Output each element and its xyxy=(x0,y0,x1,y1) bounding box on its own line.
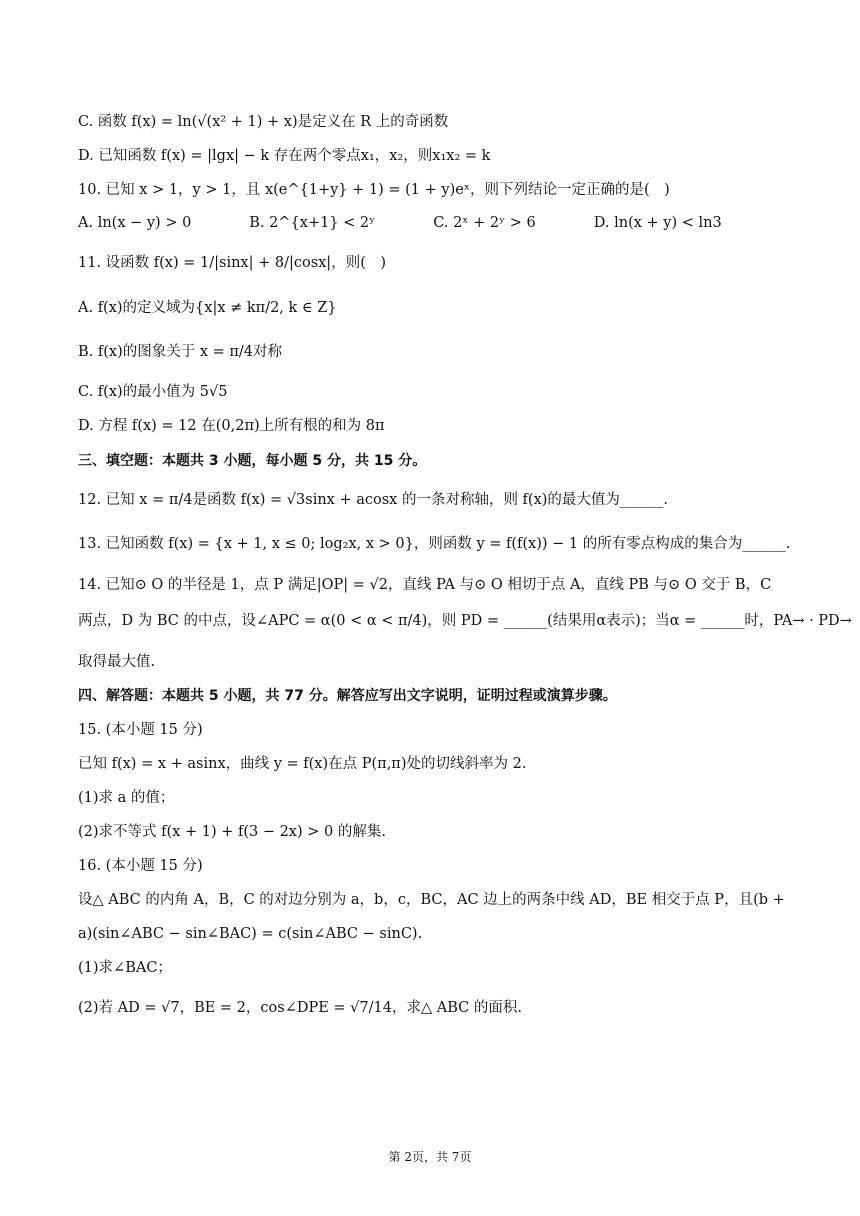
question-15-header: 15. (本小题 15 分) xyxy=(78,722,203,738)
question-16-header: 16. (本小题 15 分) xyxy=(78,858,203,874)
question-16-part1: (1)求∠BAC； xyxy=(78,960,172,976)
question-15-stem: 已知 f(x) = x + asinx，曲线 y = f(x)在点 P(π,π)处的切线斜率为 2. xyxy=(78,756,527,772)
page-footer: 第 2页，共 7页 xyxy=(388,1150,472,1164)
option-9d: D. 已知函数 f(x) = |lgx| − k 存在两个零点x₁，x₂，则x₁x₂ = k xyxy=(78,148,491,164)
question-10: 10. 已知 x > 1，y > 1，且 x(e^{1+y} + 1) = (1 + y)eˣ，则下列结论一定正确的是( ) xyxy=(78,182,670,198)
section-3-heading: 三、填空题：本题共 3 小题，每小题 5 分，共 15 分。 xyxy=(78,453,427,469)
question-14-line3: 取得最大值. xyxy=(78,654,156,670)
question-15-part2: (2)求不等式 f(x + 1) + f(3 − 2x) > 0 的解集. xyxy=(78,824,386,840)
question-16-stem-line2: a)(sin∠ABC − sin∠BAC) = c(sin∠ABC − sinC). xyxy=(78,926,423,942)
option-11c: C. f(x)的最小值为 5√5 xyxy=(78,384,228,400)
question-12: 12. 已知 x = π/4是函数 f(x) = √3sinx + acosx 的一条对称轴，则 f(x)的最大值为______. xyxy=(78,492,669,508)
question-16-part2: (2)若 AD = √7，BE = 2，cos∠DPE = √7/14，求△ ABC 的面积. xyxy=(78,1000,522,1016)
question-14-line2: 两点，D 为 BC 的中点，设∠APC = α(0 < α < π/4)，则 PD = ______(结果用α表示)；当α = ______时，PA→ · PD→ xyxy=(78,613,852,629)
option-11b: B. f(x)的图象关于 x = π/4对称 xyxy=(78,344,283,360)
question-15-part1: (1)求 a 的值； xyxy=(78,790,175,806)
option-11a: A. f(x)的定义域为{x|x ≠ kπ/2, k ∈ Z} xyxy=(78,300,337,316)
question-13: 13. 已知函数 f(x) = {x + 1, x ≤ 0; log₂x, x > 0}，则函数 y = f(f(x)) − 1 的所有零点构成的集合为______. xyxy=(78,536,791,552)
question-11: 11. 设函数 f(x) = 1/|sinx| + 8/|cosx|，则( ) xyxy=(78,255,387,271)
question-14-line1: 14. 已知⊙ O 的半径是 1，点 P 满足|OP| = √2，直线 PA 与⊙ O 相切于点 A，直线 PB 与⊙ O 交于 B，C xyxy=(78,577,772,593)
option-9c: C. 函数 f(x) = ln(√(x² + 1) + x)是定义在 R 上的奇函数 xyxy=(78,114,449,130)
question-10-options: A. ln(x − y) > 0 B. 2^{x+1} < 2ʸ C. 2ˣ + 2ʸ > 6 D. ln(x + y) < ln3 xyxy=(78,215,722,231)
section-4-heading: 四、解答题：本题共 5 小题，共 77 分。解答应写出文字说明，证明过程或演算步骤。 xyxy=(78,688,617,704)
option-11d: D. 方程 f(x) = 12 在(0,2π)上所有根的和为 8π xyxy=(78,418,385,434)
question-16-stem-line1: 设△ ABC 的内角 A，B，C 的对边分别为 a，b，c，BC，AC 边上的两条中线 AD，BE 相交于点 P，且(b + xyxy=(78,892,785,908)
